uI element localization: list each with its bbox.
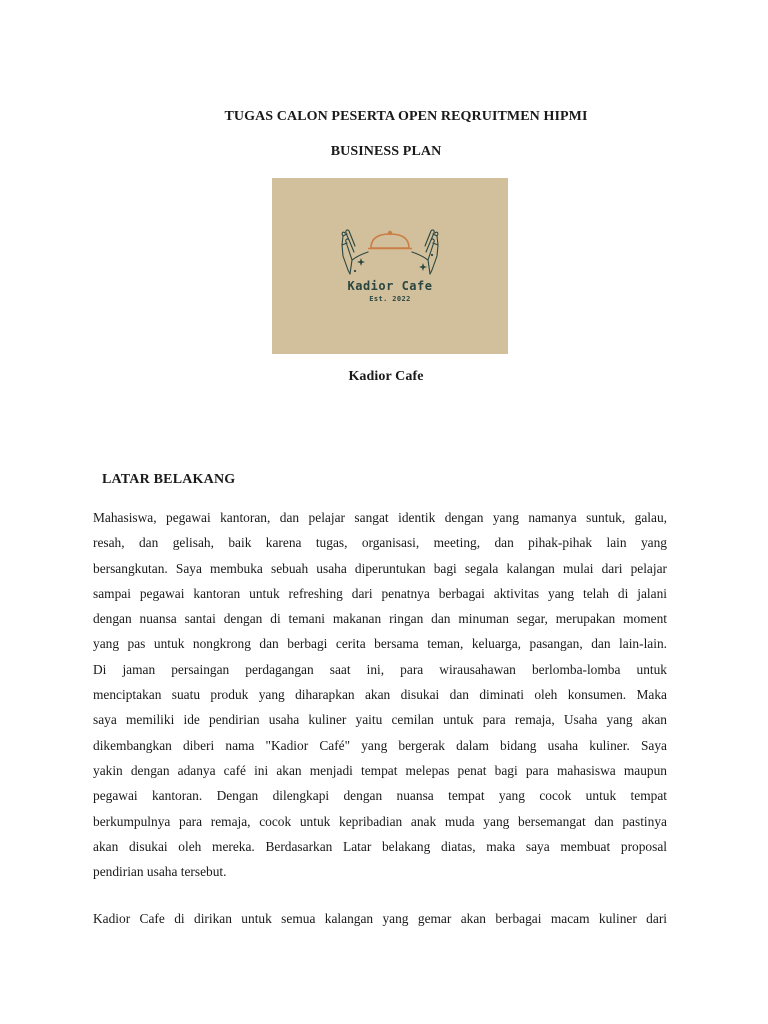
logo-established-year: Est. 2022 (369, 295, 411, 303)
logo-caption: Kadior Cafe (348, 369, 424, 384)
paragraph-line: saya memiliki ide pendirian usaha kuliner yaitu cemilan untuk para remaja, Usaha yang akan (93, 712, 667, 728)
paragraph-line: bersangkutan. Saya membuka sebuah usaha diperuntukan bagi segala kalangan mulai dari pelajar (93, 560, 667, 576)
paragraph-line: akan disukai oleh mereka. Berdasarkan Latar belakang diatas, maka saya membuat proposal (93, 838, 667, 854)
left-hand-icon (342, 230, 368, 274)
paragraph-line: Di jaman persaingan perdagangan saat ini, para wirausahawan berlomba-lomba untuk (93, 661, 667, 677)
paragraph-line: yakin dengan adanya café ini akan menjadi tempat melepas penat bagi para mahasiswa maupun (93, 762, 667, 778)
cloche-icon (368, 231, 412, 249)
cafe-logo-image (272, 178, 508, 354)
document-subtitle: BUSINESS PLAN (330, 144, 442, 159)
serving-hands-icon (272, 178, 508, 354)
paragraph-line: menciptakan suatu produk yang diharapkan akan disukai dan diminati oleh konsumen. Maka (93, 687, 667, 703)
paragraph-line: pendirian usaha tersebut. (93, 864, 227, 880)
logo-brand-name: Kadior Cafe (347, 279, 433, 293)
paragraph-line: Kadior Cafe di dirikan untuk semua kalangan yang gemar akan berbagai macam kuliner dari (93, 911, 667, 926)
paragraph-line: dikembangkan diberi nama "Kadior Café" yang bergerak dalam bidang usaha kuliner. Saya (93, 737, 667, 753)
paragraph-latar-belakang (93, 505, 667, 884)
paragraph-line: resah, dan gelisah, baik karena tugas, organisasi, meeting, dan pihak-pihak lain yang (93, 535, 667, 551)
paragraph-line: dengan nuansa santai dengan di temani makanan ringan dan minuman segar, merupakan moment (93, 611, 667, 627)
paragraph-line: berkumpulnya para remaja, cocok untuk kepribadian anak muda yang bersemangat dan pastinya (93, 813, 667, 829)
section-title: LATAR BELAKANG (102, 472, 236, 487)
sparkle-icon (354, 254, 433, 272)
paragraph-line: yang pas untuk nongkrong dan berbagi cerita bersama teman, keluarga, pasangan, dan lain-lain. (93, 636, 667, 652)
paragraph-kadior-cafe (93, 906, 667, 931)
paragraph-line: Mahasiswa, pegawai kantoran, dan pelajar sangat identik dengan yang namanya suntuk, galau, (93, 510, 667, 525)
paragraph-line: sampai pegawai kantoran untuk refreshing dari penatnya berbagai aktivitas yang telah di jalani (93, 585, 667, 601)
paragraph-line: pegawai kantoran. Dengan dilengkapi dengan nuansa tempat yang cocok untuk tempat (93, 788, 667, 804)
document-title: TUGAS CALON PESERTA OPEN REQRUITMEN HIPMI (224, 109, 588, 124)
